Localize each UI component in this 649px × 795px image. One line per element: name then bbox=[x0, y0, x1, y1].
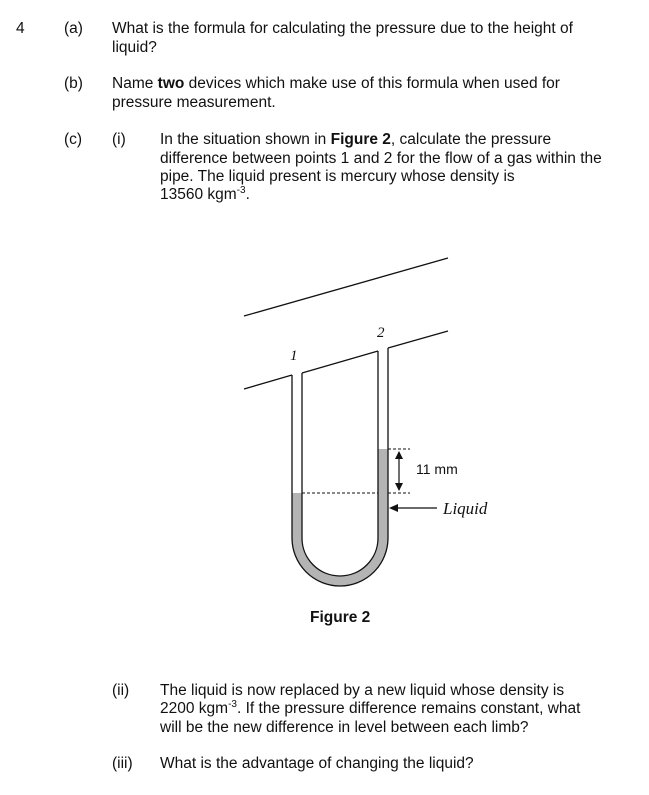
u-tube-inner-wall bbox=[302, 351, 378, 576]
liquid-label: Liquid bbox=[443, 499, 488, 518]
part-b-label: (b) bbox=[64, 75, 83, 92]
point-1-label: 1 bbox=[290, 348, 298, 364]
part-c-i-line-1-end: , calculate the pressure bbox=[390, 131, 552, 148]
part-c-ii-line-2 bbox=[160, 699, 580, 718]
part-c-ii-density-exponent: -3 bbox=[228, 699, 237, 710]
pipe-lower-wall-left bbox=[244, 375, 292, 389]
part-c-label: (c) bbox=[64, 131, 83, 148]
part-c-i-density-value: 13560 kgm bbox=[160, 186, 237, 203]
part-c-ii-line-2-end: . If the pressure difference remains constant, what bbox=[236, 700, 581, 717]
question-number: 4 bbox=[16, 20, 25, 37]
height-arrow-down-head bbox=[395, 483, 403, 491]
part-c-i-figure-ref: Figure 2 bbox=[330, 131, 391, 148]
figure-caption: Figure 2 bbox=[310, 609, 371, 626]
pipe-upper-wall bbox=[244, 258, 448, 316]
part-c-i-label: (i) bbox=[112, 131, 126, 148]
liquid-pointer-head bbox=[389, 504, 398, 512]
height-arrow-up-head bbox=[395, 451, 403, 459]
part-b-line-1-start: Name bbox=[112, 75, 158, 92]
part-a-line-2: liquid? bbox=[112, 39, 157, 56]
part-c-iii-label: (iii) bbox=[112, 755, 133, 772]
part-b-emphasis: two bbox=[157, 75, 185, 92]
part-c-i-line-1-start: In the situation shown in bbox=[160, 131, 331, 148]
part-b-line-2: pressure measurement. bbox=[112, 94, 276, 111]
part-c-ii-density-value: 2200 kgm bbox=[160, 700, 229, 717]
pipe-lower-wall-right bbox=[388, 331, 448, 348]
part-c-iii-line-1: What is the advantage of changing the liquid? bbox=[160, 755, 474, 772]
u-tube-outer-wall bbox=[292, 348, 388, 586]
part-b-line-1-end: devices which make use of this formula when used for bbox=[184, 75, 560, 92]
point-2-label: 2 bbox=[377, 325, 385, 341]
part-c-ii-line-1: The liquid is now replaced by a new liquid whose density is bbox=[160, 682, 565, 699]
part-a-label: (a) bbox=[64, 20, 83, 37]
part-c-i-line-2: difference between points 1 and 2 for the flow of a gas within the bbox=[160, 150, 602, 167]
part-c-ii-line-3: will be the new difference in level between each limb? bbox=[160, 719, 529, 736]
part-c-i-line-4-end: . bbox=[245, 186, 250, 203]
part-c-i-line-3: pipe. The liquid present is mercury whose density is bbox=[160, 168, 515, 185]
part-a-line-1: What is the formula for calculating the pressure due to the height of bbox=[112, 20, 573, 37]
pipe-lower-wall-middle bbox=[302, 351, 378, 373]
part-c-ii-label: (ii) bbox=[112, 682, 130, 699]
height-label: 11 mm bbox=[416, 461, 458, 477]
part-c-i-density-exponent: -3 bbox=[236, 185, 246, 196]
liquid-fill bbox=[292, 449, 388, 586]
